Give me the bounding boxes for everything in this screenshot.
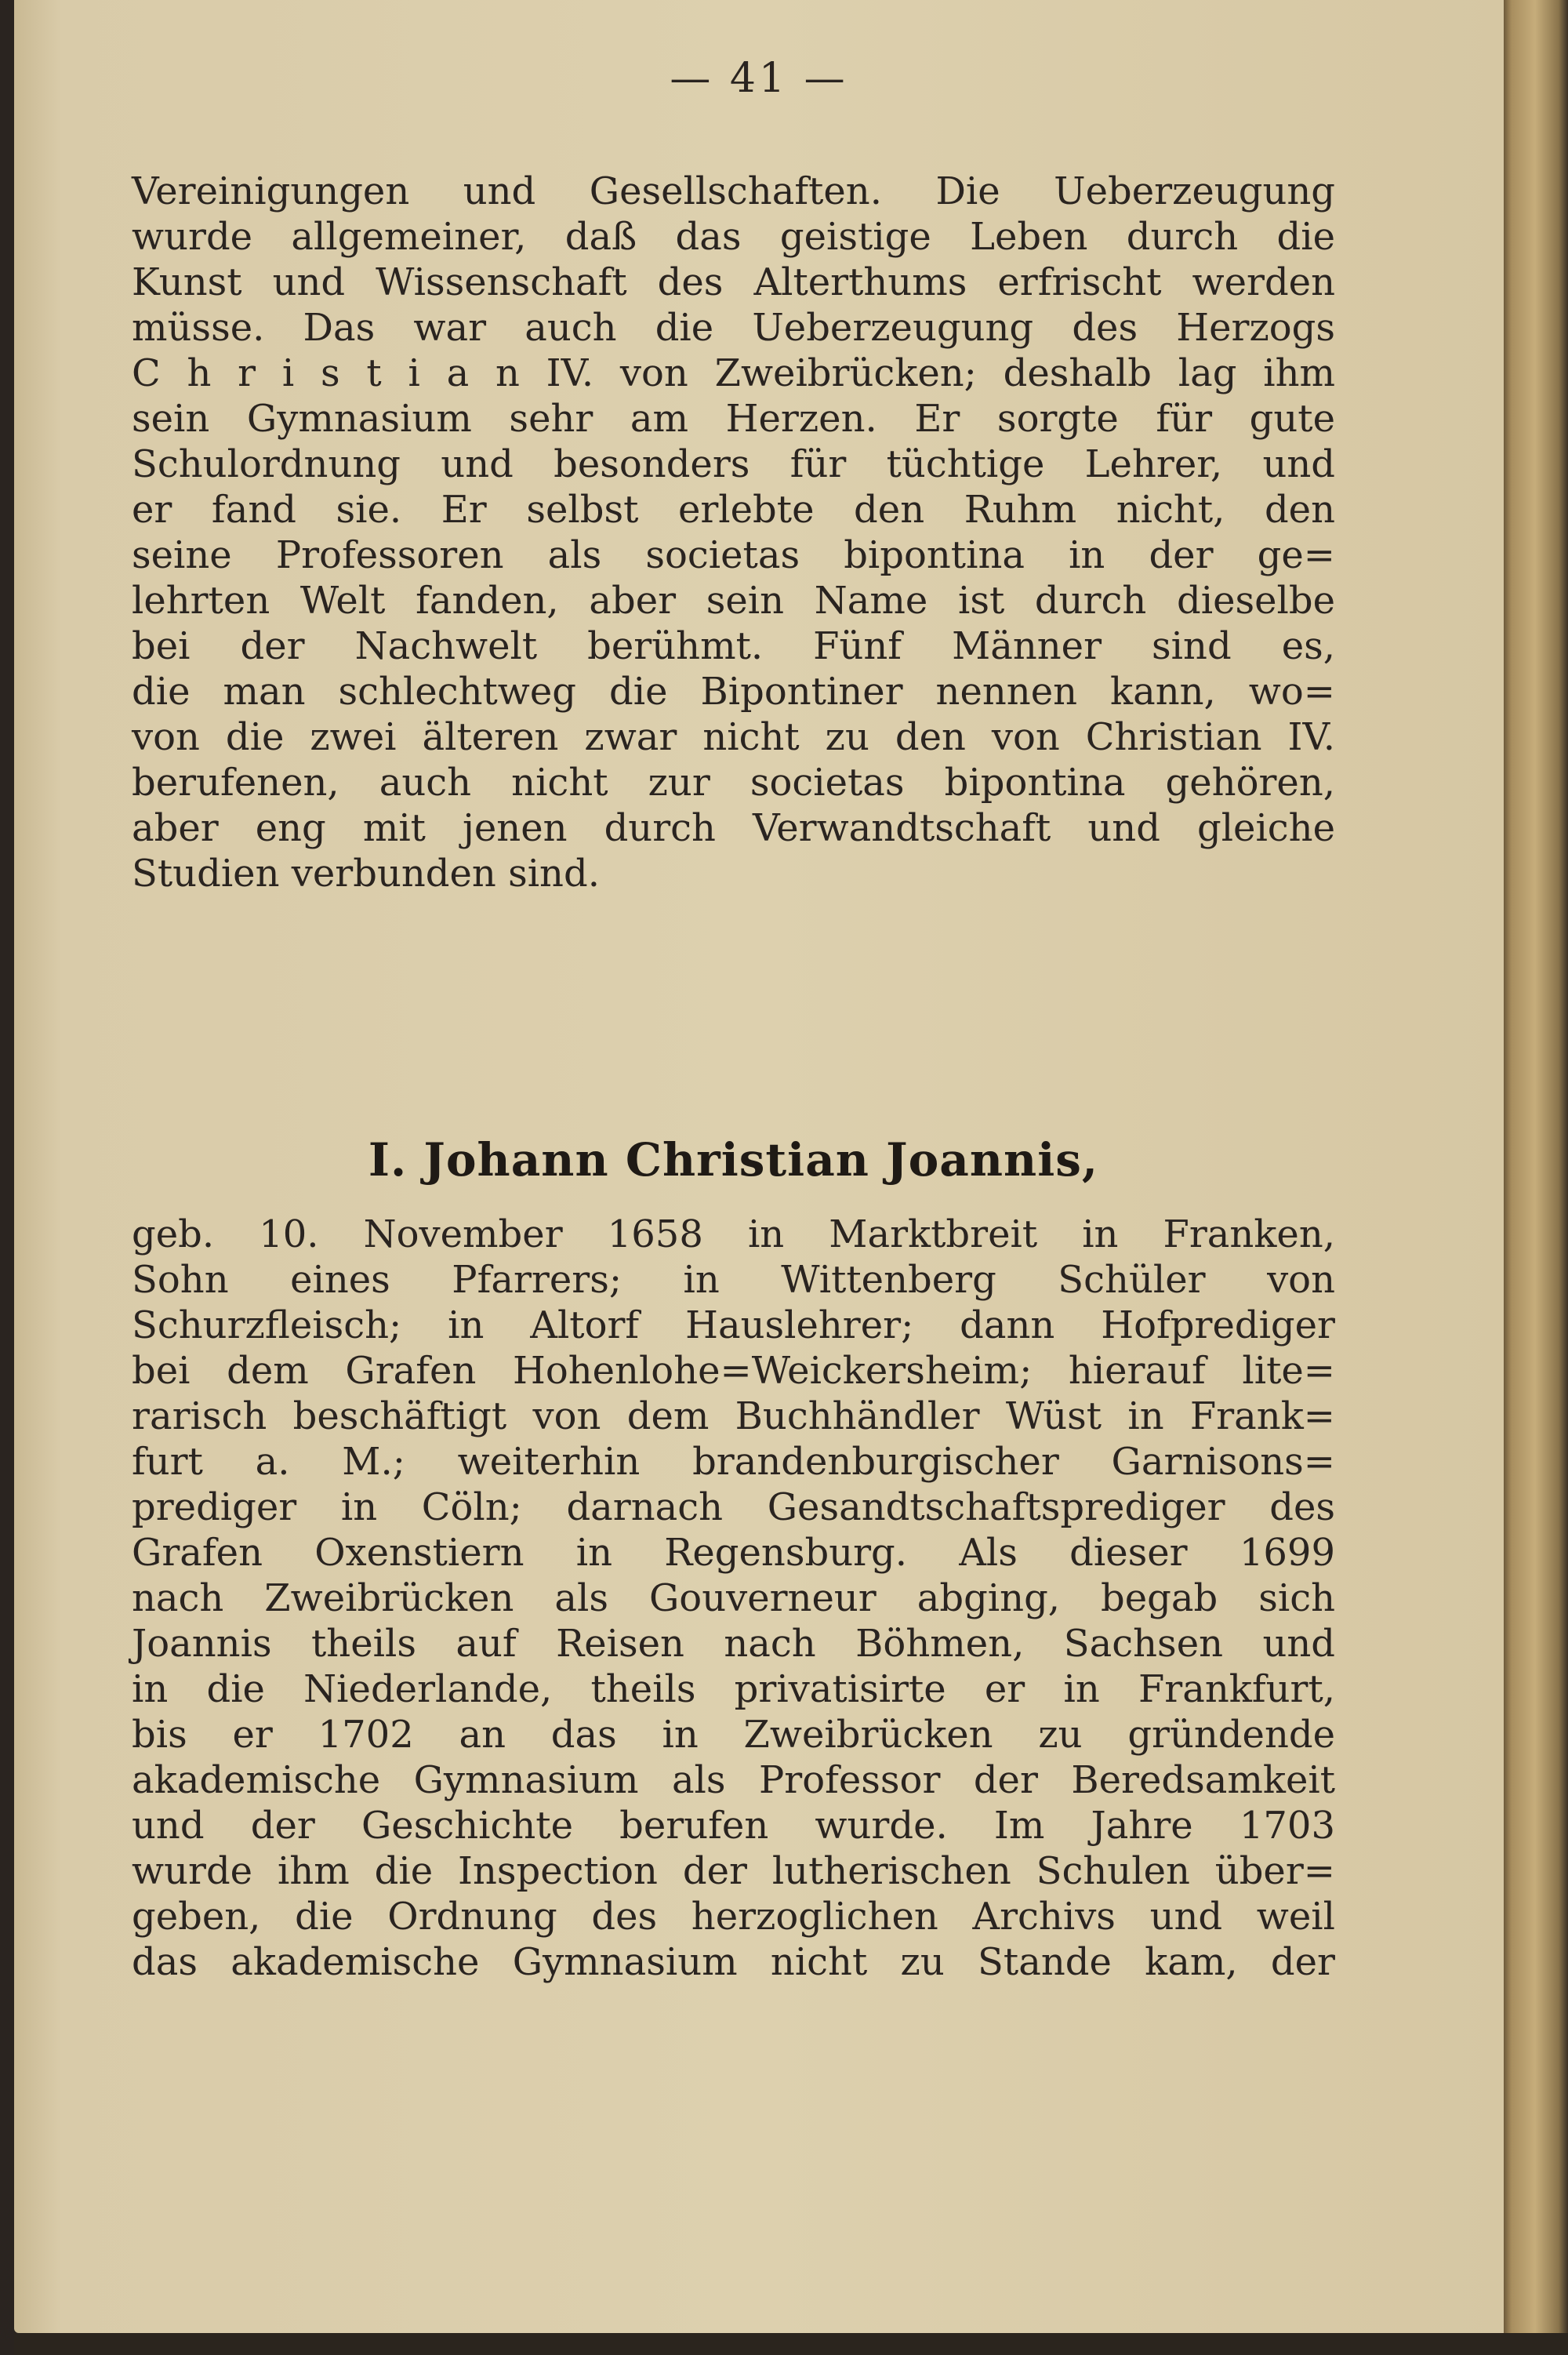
text-line: lehrten Welt fanden, aber sein Name ist durch dieselbe [132,579,1335,623]
paragraph-1 [132,169,1335,896]
text-line: sein Gymnasium sehr am Herzen. Er sorgte für gute [132,397,1335,441]
text-line: berufenen, auch nicht zur societas bipontina gehören, [132,761,1335,805]
text-line: bei dem Grafen Hohenlohe=Weickersheim; hierauf lite= [132,1349,1335,1393]
text-line: seine Professoren als societas bipontina in der ge= [132,533,1335,577]
text-line: aber eng mit jenen durch Verwandtschaft und gleiche [132,806,1335,850]
text-line: Sohn eines Pfarrers; in Wittenberg Schüler von [132,1258,1335,1302]
text-line: von die zwei älteren zwar nicht zu den von Christian IV. [132,715,1335,759]
text-line: wurde allgemeiner, daß das geistige Leben durch die [132,215,1335,259]
page-number: — 41 — [670,55,848,102]
bottom-background [14,2333,1568,2355]
text-line: geben, die Ordnung des herzoglichen Archivs und weil [132,1895,1335,1939]
text-line: in die Niederlande, theils privatisirte er in Frankfurt, [132,1667,1335,1711]
book-page [14,0,1504,2333]
text-line: Joannis theils auf Reisen nach Böhmen, Sachsen und [132,1622,1335,1666]
paragraph-2 [132,1212,1335,1985]
text-line: Studien verbunden sind. [132,852,600,896]
section-heading: I. Johann Christian Joannis, [368,1133,1099,1187]
text-line: C h r i s t i a n IV. von Zweibrücken; deshalb lag ihm [132,351,1335,395]
text-line: müsse. Das war auch die Ueberzeugung des Herzogs [132,306,1335,350]
text-line: Vereinigungen und Gesellschaften. Die Ueberzeugung [132,169,1335,213]
text-line: akademische Gymnasium als Professor der Beredsamkeit [132,1758,1335,1802]
text-line: prediger in Cöln; darnach Gesandtschaftsprediger des [132,1485,1335,1529]
text-line: das akademische Gymnasium nicht zu Stande kam, der [132,1940,1335,1984]
text-line: bei der Nachwelt berühmt. Fünf Männer sind es, [132,624,1335,668]
text-line: Kunst und Wissenschaft des Alterthums erfrischt werden [132,260,1335,304]
text-line: die man schlechtweg die Bipontiner nennen kann, wo= [132,670,1335,714]
text-line: furt a. M.; weiterhin brandenburgischer Garnisons= [132,1440,1335,1484]
text-line: Schurzfleisch; in Altorf Hauslehrer; dann Hofprediger [132,1303,1335,1347]
text-line: wurde ihm die Inspection der lutherischen Schulen über= [132,1849,1335,1893]
right-page-edge [1504,0,1568,2345]
text-line: Schulordnung und besonders für tüchtige Lehrer, und [132,442,1335,486]
text-line: bis er 1702 an das in Zweibrücken zu gründende [132,1713,1335,1757]
text-line: er fand sie. Er selbst erlebte den Ruhm nicht, den [132,488,1335,532]
text-line: Grafen Oxenstiern in Regensburg. Als dieser 1699 [132,1531,1335,1575]
text-line: geb. 10. November 1658 in Marktbreit in Franken, [132,1212,1335,1256]
text-line: rarisch beschäftigt von dem Buchhändler Wüst in Frank= [132,1394,1335,1438]
text-line: und der Geschichte berufen wurde. Im Jahre 1703 [132,1804,1335,1848]
text-line: nach Zweibrücken als Gouverneur abging, begab sich [132,1576,1335,1620]
